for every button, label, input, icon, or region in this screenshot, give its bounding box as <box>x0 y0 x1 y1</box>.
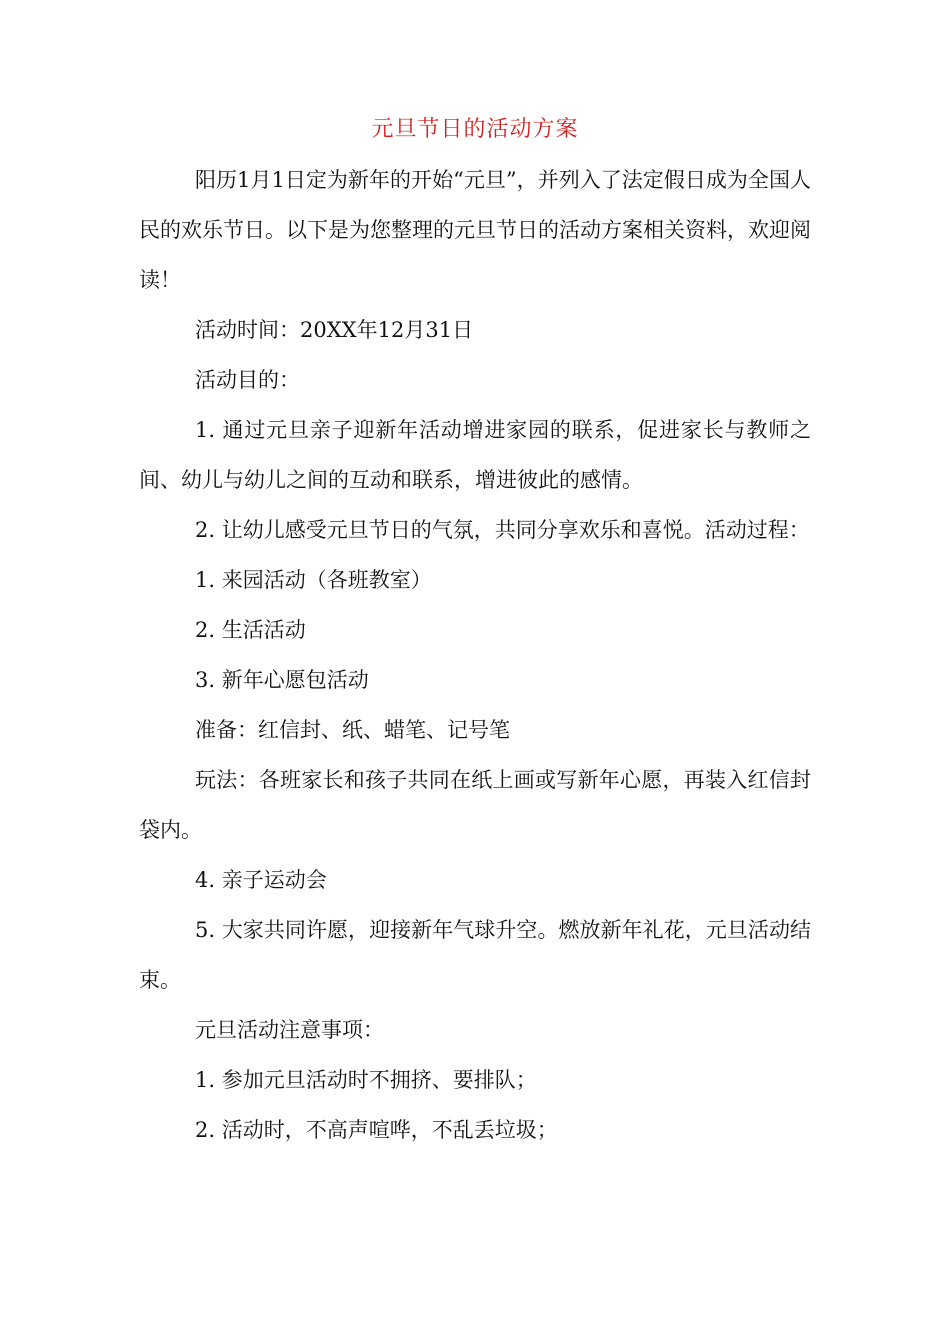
paragraph-activity-time: 活动时间：20XX年12月31日 <box>195 318 474 342</box>
paragraph-process-3: 3. 新年心愿包活动 <box>195 668 369 692</box>
paragraph-process-1: 1. 来园活动（各班教室） <box>195 568 432 592</box>
paragraph-purpose-1: 1. 通过元旦亲子迎新年活动增进家园的联系，促进家长与教师之间、幼儿与幼儿之间的互动和联系，增进彼此的感情。 <box>139 418 811 492</box>
paragraph-purpose-2: 2. 让幼儿感受元旦节日的气氛，共同分享欢乐和喜悦。活动过程： <box>195 518 810 542</box>
paragraph-notes-heading: 元旦活动注意事项： <box>195 1018 384 1042</box>
paragraph-intro: 阳历1月1日定为新年的开始“元旦”，并列入了法定假日成为全国人民的欢乐节日。以下是为您整理的元旦节日的活动方案相关资料，欢迎阅读！ <box>139 168 811 292</box>
paragraph-gameplay: 玩法：各班家长和孩子共同在纸上画或写新年心愿，再装入红信封袋内。 <box>139 768 811 842</box>
paragraph-note-1: 1. 参加元旦活动时不拥挤、要排队； <box>195 1068 537 1092</box>
paragraph-process-4: 4. 亲子运动会 <box>195 868 327 892</box>
paragraph-purpose-heading: 活动目的： <box>195 368 300 392</box>
paragraph-process-5: 5. 大家共同许愿，迎接新年气球升空。燃放新年礼花，元旦活动结束。 <box>139 918 811 992</box>
paragraph-note-2: 2. 活动时，不高声喧哗，不乱丢垃圾； <box>195 1118 558 1142</box>
document-body <box>139 155 811 1155</box>
paragraph-preparation: 准备：红信封、纸、蜡笔、记号笔 <box>195 718 510 742</box>
document-title: 元旦节日的活动方案 <box>371 117 579 142</box>
paragraph-process-2: 2. 生活活动 <box>195 618 306 642</box>
